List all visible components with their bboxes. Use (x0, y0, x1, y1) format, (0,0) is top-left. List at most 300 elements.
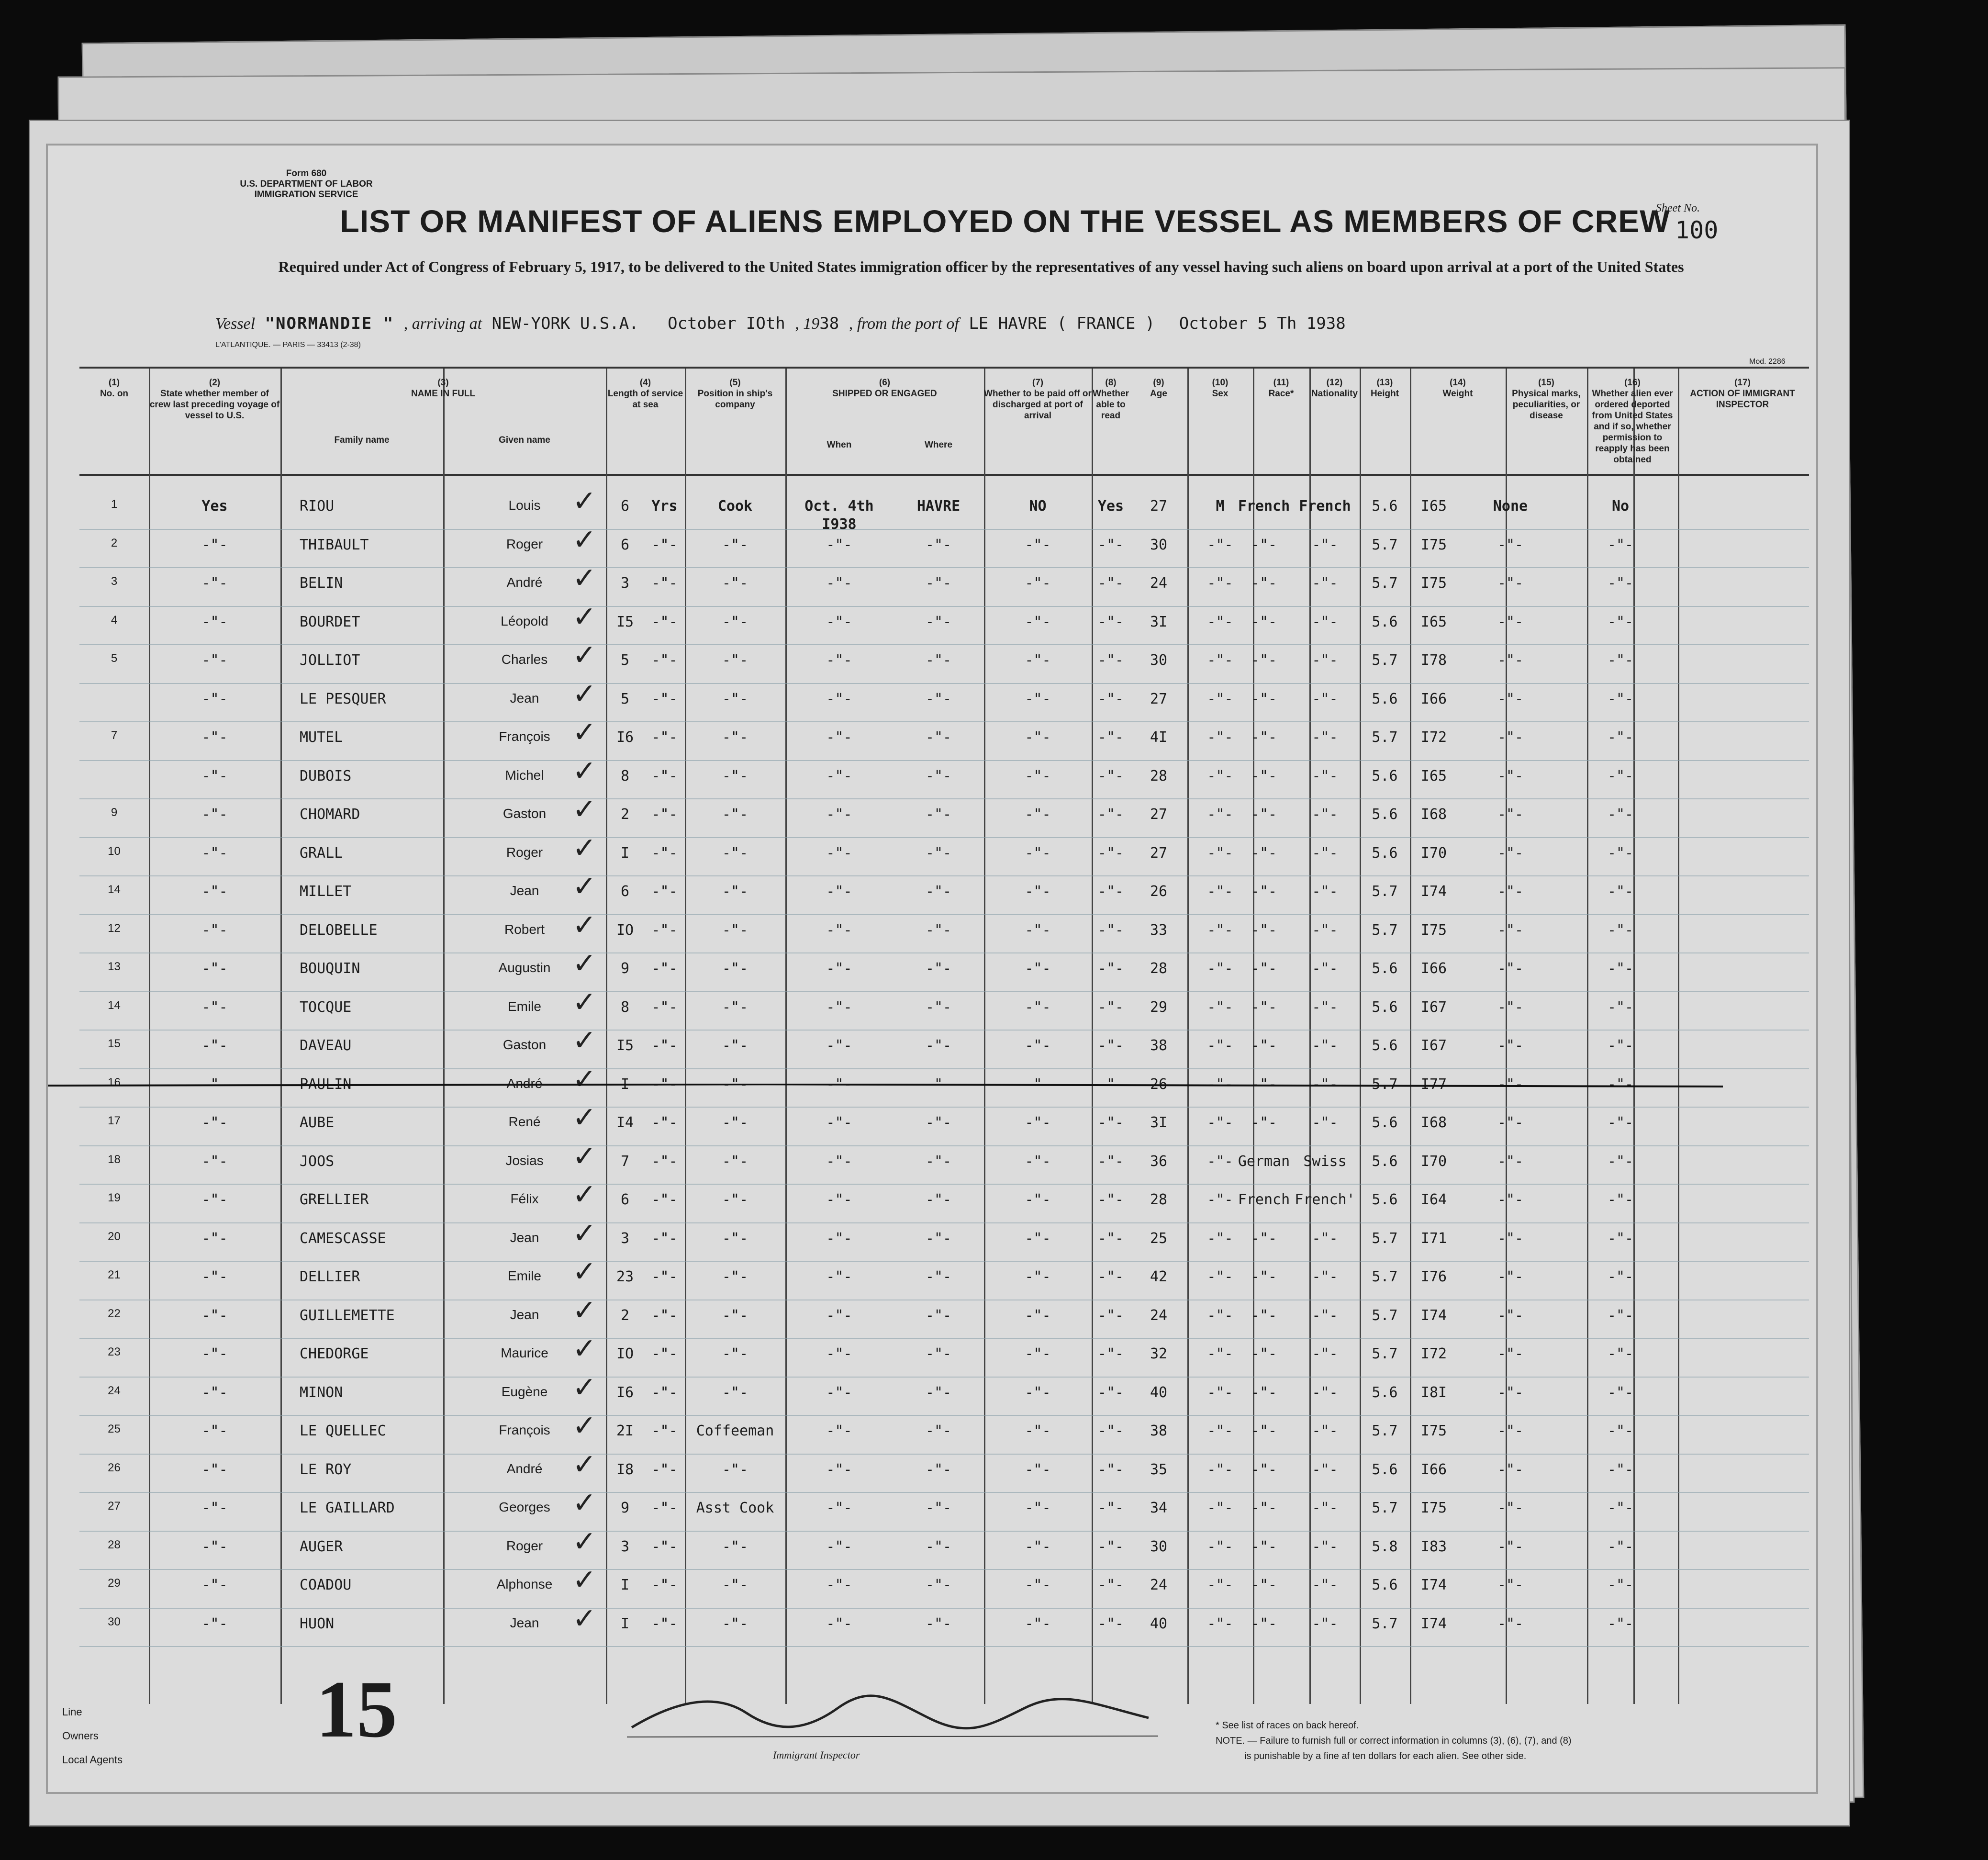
cell-service: 5 (620, 652, 630, 669)
cell-paid: -"- (1025, 883, 1051, 900)
cell-prev: -"- (201, 1384, 228, 1401)
cell-prev: -"- (201, 1114, 228, 1131)
cell-age: 33 (1150, 921, 1168, 939)
manifest-title: LIST OR MANIFEST OF ALIENS EMPLOYED ON THE VESSEL AS MEMBERS OF CREW (340, 203, 1670, 239)
cell-marks: -"- (1497, 844, 1524, 862)
cell-marks: -"- (1497, 1268, 1524, 1285)
cell-when: -"- (826, 921, 852, 939)
cell-paid: -"- (1025, 1538, 1051, 1555)
row-rule (79, 760, 1809, 761)
cell-race: -"- (1251, 613, 1277, 630)
cell-weight: I64 (1420, 1191, 1447, 1208)
cell-age: 3I (1150, 613, 1168, 630)
cell-marks: -"- (1497, 960, 1524, 977)
column-label: When (826, 440, 852, 450)
cell-where: -"- (925, 1345, 952, 1362)
cell-weight: I75 (1420, 1423, 1447, 1439)
cell-nat: -"- (1312, 1345, 1338, 1362)
column-number: (8) (1105, 378, 1117, 388)
column-number: (2) (209, 378, 221, 388)
check-mark-icon: ✓ (572, 1332, 597, 1366)
cell-read: -"- (1097, 1114, 1124, 1131)
cell-sex: -"- (1207, 1268, 1233, 1285)
sheet-number: 100 (1675, 216, 1719, 244)
cell-sex: -"- (1207, 1153, 1233, 1170)
fine-note-continued: is punishable by a fine af ten dollars for each alien. See other side. (1244, 1751, 1527, 1761)
cell-when-year: I938 (822, 516, 857, 533)
cell-unit: -"- (651, 1345, 678, 1362)
cell-when: -"- (826, 1577, 852, 1593)
cell-family: LE GAILLARD (300, 1500, 395, 1516)
column-number: (6) (879, 378, 891, 388)
cell-weight: I83 (1420, 1538, 1447, 1555)
cell-where: -"- (925, 1268, 952, 1285)
cell-when: -"- (826, 652, 852, 669)
cell-weight: I74 (1420, 1615, 1447, 1632)
cell-height: 5.6 (1372, 498, 1398, 515)
arrival-port: NEW-YORK U.S.A. (491, 314, 639, 333)
cell-where: -"- (925, 1500, 952, 1516)
cell-position: -"- (722, 1153, 748, 1170)
cell-read: -"- (1097, 960, 1124, 977)
cell-family: AUBE (300, 1114, 335, 1131)
cell-paid: -"- (1025, 1500, 1051, 1516)
cell-deported: -"- (1607, 652, 1634, 669)
cell-deported: -"- (1607, 1037, 1634, 1054)
cell-prev: -"- (201, 1191, 228, 1208)
cell-position: -"- (722, 652, 748, 669)
cell-when: -"- (826, 883, 852, 900)
cell-where: -"- (925, 1076, 952, 1093)
cell-weight: I67 (1420, 1037, 1447, 1054)
cell-paid: -"- (1025, 1191, 1051, 1208)
check-mark-icon: ✓ (572, 870, 597, 903)
check-mark-icon: ✓ (572, 1293, 597, 1327)
arriving-label: , arriving at (403, 315, 482, 333)
column-label: Race* (1268, 389, 1294, 399)
cell-sex: -"- (1207, 729, 1233, 746)
cell-where: -"- (925, 767, 952, 784)
cell-race: French (1238, 1191, 1290, 1208)
cell-weight: I72 (1420, 729, 1447, 746)
check-mark-icon: ✓ (572, 1602, 597, 1636)
cell-service: 7 (620, 1153, 630, 1170)
cell-family: GUILLEMETTE (300, 1307, 395, 1324)
cell-sex: -"- (1207, 1384, 1233, 1401)
cell-race: -"- (1251, 844, 1277, 862)
cell-age: 27 (1150, 690, 1168, 707)
cell-where: -"- (925, 921, 952, 939)
cell-age: 28 (1150, 767, 1168, 784)
cell-read: -"- (1097, 1191, 1124, 1208)
no-header (79, 377, 149, 399)
vessel-line (215, 314, 1346, 333)
row-rule (79, 1261, 1809, 1262)
cell-read: Yes (1097, 498, 1124, 515)
cell-where: -"- (925, 613, 952, 630)
cell-unit: -"- (651, 690, 678, 707)
cell-position: -"- (722, 844, 748, 862)
cell-height: 5.6 (1372, 1577, 1398, 1593)
cell-position: -"- (722, 1037, 748, 1054)
cell-read: -"- (1097, 729, 1124, 746)
cell-race: -"- (1251, 1037, 1277, 1054)
row-rule (79, 1415, 1809, 1416)
check-mark-icon: ✓ (572, 793, 597, 826)
cell-race: -"- (1251, 960, 1277, 977)
cell-deported: -"- (1607, 1577, 1634, 1593)
column-label: Whether able to read (1093, 389, 1129, 421)
cell-deported: -"- (1607, 1114, 1634, 1131)
cell-age: 26 (1150, 883, 1168, 900)
check-mark-icon: ✓ (572, 1062, 597, 1096)
cell-read: -"- (1097, 883, 1124, 900)
cell-nat: -"- (1312, 806, 1338, 823)
cell-race: -"- (1251, 1230, 1277, 1247)
cell-age: 28 (1150, 960, 1168, 977)
cell-prev: -"- (201, 1345, 228, 1362)
cell-prev: -"- (201, 1461, 228, 1478)
row-rule (79, 798, 1809, 799)
where-header (893, 439, 984, 450)
check-mark-icon: ✓ (572, 677, 597, 711)
cell-deported: -"- (1607, 729, 1634, 746)
cell-marks: -"- (1497, 1114, 1524, 1131)
row-rule (79, 1454, 1809, 1455)
cell-paid: -"- (1025, 1230, 1051, 1247)
cell-family: CHEDORGE (300, 1345, 369, 1362)
check-mark-icon: ✓ (572, 600, 597, 634)
cell-given: René (508, 1114, 541, 1129)
cell-height: 5.7 (1372, 1230, 1398, 1247)
cell-deported: -"- (1607, 1384, 1634, 1401)
cell-deported: -"- (1607, 1615, 1634, 1632)
cell-deported: -"- (1607, 1268, 1634, 1285)
cell-read: -"- (1097, 1268, 1124, 1285)
cell-marks: -"- (1497, 1615, 1524, 1632)
cell-unit: -"- (651, 1538, 678, 1555)
cell-service: 6 (620, 536, 630, 553)
cell-sex: -"- (1207, 575, 1233, 592)
cell-prev: -"- (201, 652, 228, 669)
cell-given: Jean (510, 690, 539, 706)
cell-no: 23 (108, 1345, 121, 1358)
cell-no: 1 (111, 498, 118, 511)
cell-nat: -"- (1312, 1500, 1338, 1516)
cell-sex: -"- (1207, 1037, 1233, 1054)
check-mark-icon: ✓ (572, 1024, 597, 1057)
cell-prev: -"- (201, 1230, 228, 1247)
cell-family: JOLLIOT (300, 652, 360, 669)
cell-family: BOURDET (300, 613, 360, 630)
cell-height: 5.6 (1372, 1153, 1398, 1170)
cell-age: 3I (1150, 1114, 1168, 1131)
cell-sex: -"- (1207, 921, 1233, 939)
cell-prev: -"- (201, 921, 228, 939)
cell-age: 32 (1150, 1345, 1168, 1362)
cell-marks: -"- (1497, 1577, 1524, 1593)
column-label: Physical marks, peculiarities, or disease (1512, 389, 1581, 421)
cell-prev: -"- (201, 883, 228, 900)
cell-weight: I67 (1420, 998, 1447, 1016)
year-prefix: , 19 (795, 315, 820, 333)
cell-sex: -"- (1207, 1345, 1233, 1362)
cell-read: -"- (1097, 1384, 1124, 1401)
cell-position: -"- (722, 1615, 748, 1632)
check-mark-icon: ✓ (572, 639, 597, 672)
column-number: (11) (1273, 378, 1289, 388)
cell-when: -"- (826, 1076, 852, 1093)
cell-no: 12 (108, 921, 121, 935)
row-rule (79, 1492, 1809, 1493)
cell-no: 19 (108, 1191, 121, 1204)
cell-given: Léopold (501, 613, 548, 628)
cell-service: 2 (620, 1307, 630, 1324)
cell-race: German (1238, 1153, 1290, 1170)
cell-position: -"- (722, 536, 748, 553)
cell-where: -"- (925, 1423, 952, 1439)
cell-height: 5.6 (1372, 1114, 1398, 1131)
cell-deported: -"- (1607, 1153, 1634, 1170)
cell-age: 42 (1150, 1268, 1168, 1285)
cell-no: 5 (111, 652, 118, 665)
strike-through-line (48, 1084, 1723, 1087)
cell-race: -"- (1251, 1500, 1277, 1516)
inspector-label: Immigrant Inspector (773, 1749, 860, 1761)
cell-nat: -"- (1312, 690, 1338, 707)
cell-given: André (506, 1461, 543, 1476)
cell-height: 5.7 (1372, 536, 1398, 553)
cell-height: 5.6 (1372, 767, 1398, 784)
cell-weight: I8I (1420, 1384, 1447, 1401)
cell-paid: -"- (1025, 613, 1051, 630)
cell-where: -"- (925, 1384, 952, 1401)
check-mark-icon: ✓ (572, 561, 597, 595)
cell-deported: -"- (1607, 998, 1634, 1016)
cell-deported: -"- (1607, 1345, 1634, 1362)
cell-sex: -"- (1207, 767, 1233, 784)
cell-nat: -"- (1312, 960, 1338, 977)
cell-weight: I68 (1420, 806, 1447, 823)
cell-nat: -"- (1312, 844, 1338, 862)
column-number: (9) (1153, 378, 1164, 388)
cell-family: GRELLIER (300, 1191, 369, 1208)
cell-service: 3 (620, 575, 630, 592)
cell-given: Roger (506, 1538, 543, 1553)
cell-weight: I75 (1420, 575, 1447, 592)
cell-sex: -"- (1207, 806, 1233, 823)
cell-race: -"- (1251, 806, 1277, 823)
service-header (606, 377, 685, 410)
column-number: (15) (1538, 378, 1554, 388)
cell-read: -"- (1097, 1345, 1124, 1362)
cell-read: -"- (1097, 998, 1124, 1016)
cell-marks: -"- (1497, 806, 1524, 823)
cell-race: -"- (1251, 998, 1277, 1016)
cell-height: 5.6 (1372, 960, 1398, 977)
cell-where: -"- (925, 729, 952, 746)
column-label: Whether to be paid off or discharged at port of arrival (984, 389, 1092, 421)
cell-race: -"- (1251, 652, 1277, 669)
cell-service: 23 (616, 1268, 634, 1285)
cell-service: 8 (620, 998, 630, 1016)
cell-paid: -"- (1025, 1153, 1051, 1170)
departure-date: October 5 Th 1938 (1179, 314, 1346, 333)
cell-prev: -"- (201, 1500, 228, 1516)
check-mark-icon: ✓ (572, 985, 597, 1019)
cell-family: CAMESCASSE (300, 1230, 386, 1247)
cell-family: DAVEAU (300, 1037, 352, 1054)
column-label: State whether member of crew last preceding voyage of vessel to U.S. (149, 389, 280, 421)
cell-height: 5.6 (1372, 806, 1398, 823)
cell-race: -"- (1251, 690, 1277, 707)
race-header (1253, 377, 1309, 399)
cell-nat: -"- (1312, 652, 1338, 669)
row-rule (79, 991, 1809, 992)
cell-sex: -"- (1207, 1500, 1233, 1516)
department-name: U.S. DEPARTMENT OF LABOR (240, 179, 373, 189)
cell-weight: I72 (1420, 1345, 1447, 1362)
cell-height: 5.7 (1372, 1615, 1398, 1632)
cell-when: -"- (826, 613, 852, 630)
cell-prev: -"- (201, 536, 228, 553)
position-header (685, 377, 785, 410)
cell-when: -"- (826, 1230, 852, 1247)
paid-off-header (984, 377, 1092, 421)
cell-prev: -"- (201, 729, 228, 746)
cell-weight: I65 (1420, 498, 1447, 515)
cell-age: 40 (1150, 1384, 1168, 1401)
cell-height: 5.7 (1372, 652, 1398, 669)
cell-family: LE PESQUER (300, 690, 386, 707)
check-mark-icon: ✓ (572, 523, 597, 557)
cell-service: I (620, 1577, 630, 1593)
row-rule (79, 1531, 1809, 1532)
column-number: (14) (1450, 378, 1466, 388)
weight-header (1410, 377, 1506, 399)
cell-where: -"- (925, 1461, 952, 1478)
cell-sex: M (1216, 498, 1225, 515)
cell-when: -"- (826, 767, 852, 784)
cell-position: -"- (722, 613, 748, 630)
cell-height: 5.6 (1372, 690, 1398, 707)
cell-position: -"- (722, 998, 748, 1016)
stamp-number: 15 (316, 1664, 397, 1754)
cell-sex: -"- (1207, 1461, 1233, 1478)
cell-service: I (620, 1076, 630, 1093)
check-mark-icon: ✓ (572, 1409, 597, 1443)
cell-position: -"- (722, 1345, 748, 1362)
cell-unit: -"- (651, 960, 678, 977)
cell-given: André (506, 575, 543, 590)
crew-table (79, 367, 1809, 1704)
cell-position: -"- (722, 1191, 748, 1208)
cell-given: Robert (504, 921, 545, 937)
column-label: Age (1150, 389, 1167, 399)
cell-age: 40 (1150, 1615, 1168, 1632)
cell-where: -"- (925, 575, 952, 592)
cell-unit: -"- (651, 1268, 678, 1285)
cell-family: TOCQUE (300, 998, 352, 1016)
cell-sex: -"- (1207, 1191, 1233, 1208)
cell-service: I4 (616, 1114, 634, 1131)
cell-weight: I74 (1420, 1307, 1447, 1324)
cell-nat: -"- (1312, 1461, 1338, 1478)
cell-given: Augustin (498, 960, 551, 975)
cell-paid: -"- (1025, 998, 1051, 1016)
cell-given: André (506, 1076, 543, 1091)
cell-deported: -"- (1607, 1307, 1634, 1324)
cell-nat: Swiss (1303, 1153, 1347, 1170)
cell-no: 18 (108, 1153, 121, 1166)
row-rule (79, 1646, 1809, 1647)
column-label: Where (924, 440, 953, 450)
cell-weight: I65 (1420, 613, 1447, 630)
cell-prev: -"- (201, 1423, 228, 1439)
cell-given: Maurice (501, 1345, 548, 1360)
cell-paid: NO (1029, 498, 1047, 515)
cell-position: -"- (722, 1076, 748, 1093)
cell-height: 5.7 (1372, 1423, 1398, 1439)
cell-marks: -"- (1497, 1500, 1524, 1516)
cell-no: 4 (111, 613, 118, 627)
marks-header (1506, 377, 1587, 421)
cell-nat: -"- (1312, 536, 1338, 553)
cell-service: 8 (620, 767, 630, 784)
cell-weight: I75 (1420, 536, 1447, 553)
check-mark-icon: ✓ (572, 1101, 597, 1134)
cell-read: -"- (1097, 1230, 1124, 1247)
check-mark-icon: ✓ (572, 1255, 597, 1289)
cell-when: -"- (826, 1307, 852, 1324)
cell-read: -"- (1097, 1037, 1124, 1054)
cell-race: -"- (1251, 1461, 1277, 1478)
cell-given: Jean (510, 1230, 539, 1245)
cell-where: -"- (925, 1538, 952, 1555)
cell-service: 9 (620, 960, 630, 977)
cell-paid: -"- (1025, 1076, 1051, 1093)
cell-read: -"- (1097, 767, 1124, 784)
cell-unit: -"- (651, 536, 678, 553)
cell-deported: No (1611, 498, 1630, 515)
cell-deported: -"- (1607, 1230, 1634, 1247)
cell-where: -"- (925, 960, 952, 977)
cell-given: Charles (501, 652, 548, 667)
cell-family: JOOS (300, 1153, 335, 1170)
cell-read: -"- (1097, 1577, 1124, 1593)
cell-nat: -"- (1312, 1037, 1338, 1054)
cell-weight: I78 (1420, 652, 1447, 669)
cell-paid: -"- (1025, 575, 1051, 592)
from-port-label: , from the port of (849, 315, 959, 333)
cell-unit: -"- (651, 613, 678, 630)
row-rule (79, 1608, 1809, 1609)
cell-paid: -"- (1025, 1268, 1051, 1285)
cell-where: -"- (925, 1577, 952, 1593)
cell-no: 29 (108, 1577, 121, 1590)
cell-height: 5.6 (1372, 613, 1398, 630)
cell-nat: -"- (1312, 1423, 1338, 1439)
check-mark-icon: ✓ (572, 1370, 597, 1404)
cell-height: 5.7 (1372, 1345, 1398, 1362)
header-separator (79, 474, 1809, 476)
cell-prev: -"- (201, 1615, 228, 1632)
cell-age: 38 (1150, 1423, 1168, 1439)
cell-deported: -"- (1607, 1461, 1634, 1478)
cell-service: I5 (616, 613, 634, 630)
cell-nat: -"- (1312, 729, 1338, 746)
cell-read: -"- (1097, 1153, 1124, 1170)
